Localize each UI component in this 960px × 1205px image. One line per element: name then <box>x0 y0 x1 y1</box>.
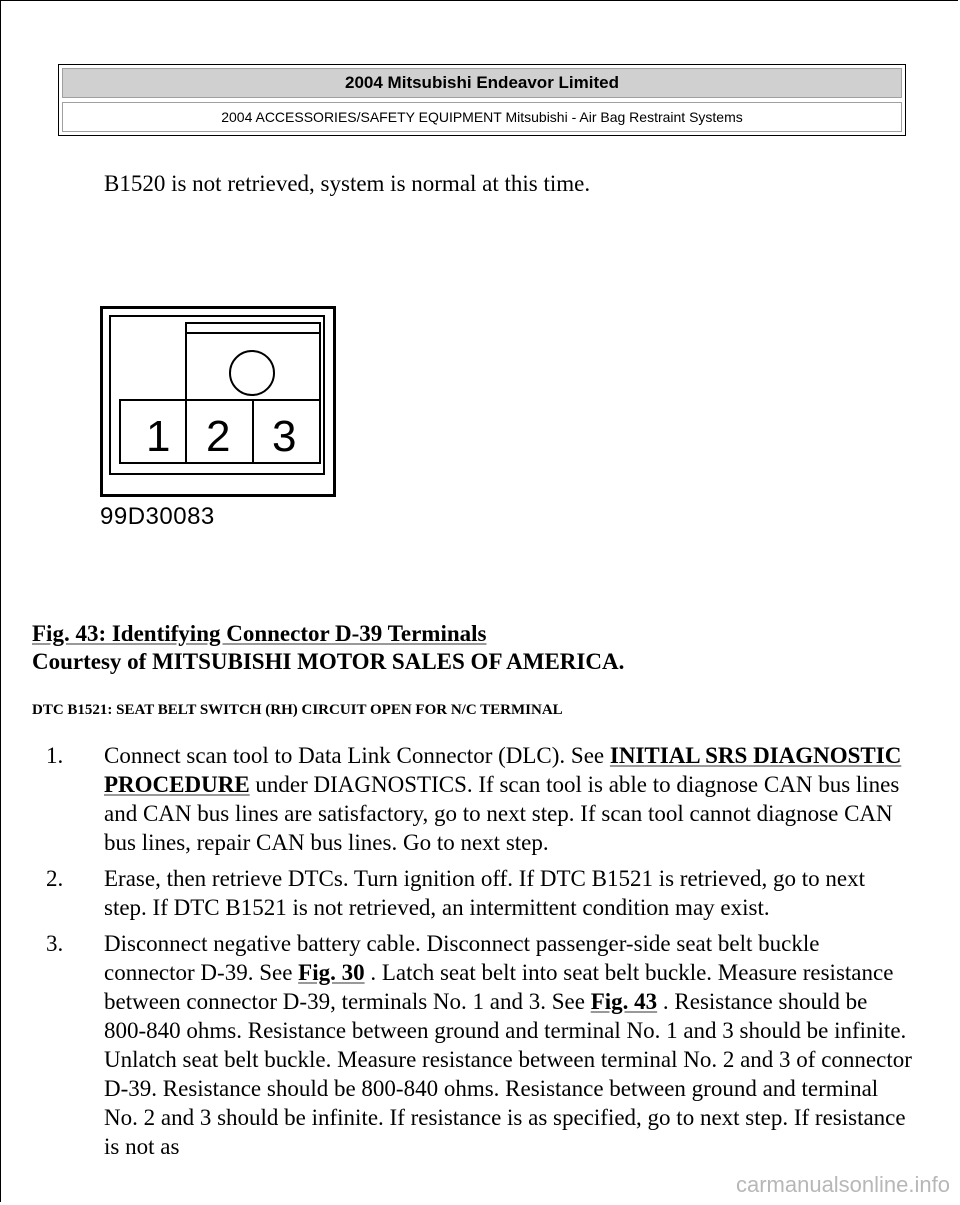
step-list <box>32 741 912 1168</box>
initial-srs-link[interactable]: INITIAL SRS DIAGNOSTIC PROCEDURE <box>104 743 902 797</box>
step-text: under DIAGNOSTICS. If scan tool is able to diagnose CAN bus lines and CAN bus lines are satisfactory, go to next step. If scan tool cannot diagnose CAN bus lines, repair CAN bus lines. Go to next step. <box>104 772 900 855</box>
step-text: . Resistance should be 800-840 ohms. Resistance between ground and terminal No. 1 and 3 should be infinite. Unlatch seat belt buckle. Measure resistance between terminal No. 2 and 3 of connector D-39. Resistance should be 800-840 ohms. Resistance between ground and terminal No. 2 and 3 should be infinite. If resistance is as specified, go to next step. If resistance is not as <box>104 989 912 1159</box>
figure-courtesy: Courtesy of MITSUBISHI MOTOR SALES OF AMERICA. <box>32 649 625 674</box>
step-3 <box>32 929 912 1161</box>
step-number: 2. <box>46 866 64 891</box>
fig-43-link[interactable]: Fig. 43 <box>590 989 658 1014</box>
step-number: 1. <box>46 743 64 768</box>
terminal-1-label: 1 <box>146 412 171 461</box>
connector-diagram <box>100 306 340 498</box>
figure-image-id: 99D30083 <box>100 503 215 530</box>
connector-outer <box>102 308 335 496</box>
intro-text: B1520 is not retrieved, system is normal at this time. <box>104 171 591 196</box>
step-2 <box>32 864 912 922</box>
step-text: Connect scan tool to Data Link Connector (DLC). See <box>104 743 610 768</box>
header-title: 2004 Mitsubishi Endeavor Limited <box>62 68 902 98</box>
dtc-heading: DTC B1521: SEAT BELT SWITCH (RH) CIRCUIT OPEN FOR N/C TERMINAL <box>32 702 563 718</box>
step-1 <box>32 741 912 857</box>
terminal-3-label: 3 <box>272 412 297 461</box>
step-text: . Latch seat belt into seat belt buckle. Measure resistance between connector D-39, terminals No. 1 and 3. See <box>104 960 894 1014</box>
watermark: carmanualsonline.info <box>735 1172 950 1197</box>
step-number: 3. <box>46 931 64 956</box>
fig-30-link[interactable]: Fig. 30 <box>298 960 365 985</box>
terminal-2-label: 2 <box>206 412 231 461</box>
step-text: Disconnect negative battery cable. Disconnect passenger-side seat belt buckle connector D-39. See <box>104 931 820 985</box>
figure-caption-link[interactable]: Fig. 43: Identifying Connector D-39 Terminals <box>32 621 487 646</box>
figure-caption <box>32 621 486 647</box>
document-header <box>58 64 906 136</box>
header-subtitle: 2004 ACCESSORIES/SAFETY EQUIPMENT Mitsubishi - Air Bag Restraint Systems <box>62 102 902 132</box>
step-text: Erase, then retrieve DTCs. Turn ignition off. If DTC B1521 is retrieved, go to next step. If DTC B1521 is not retrieved, an intermittent condition may exist. <box>104 866 866 920</box>
